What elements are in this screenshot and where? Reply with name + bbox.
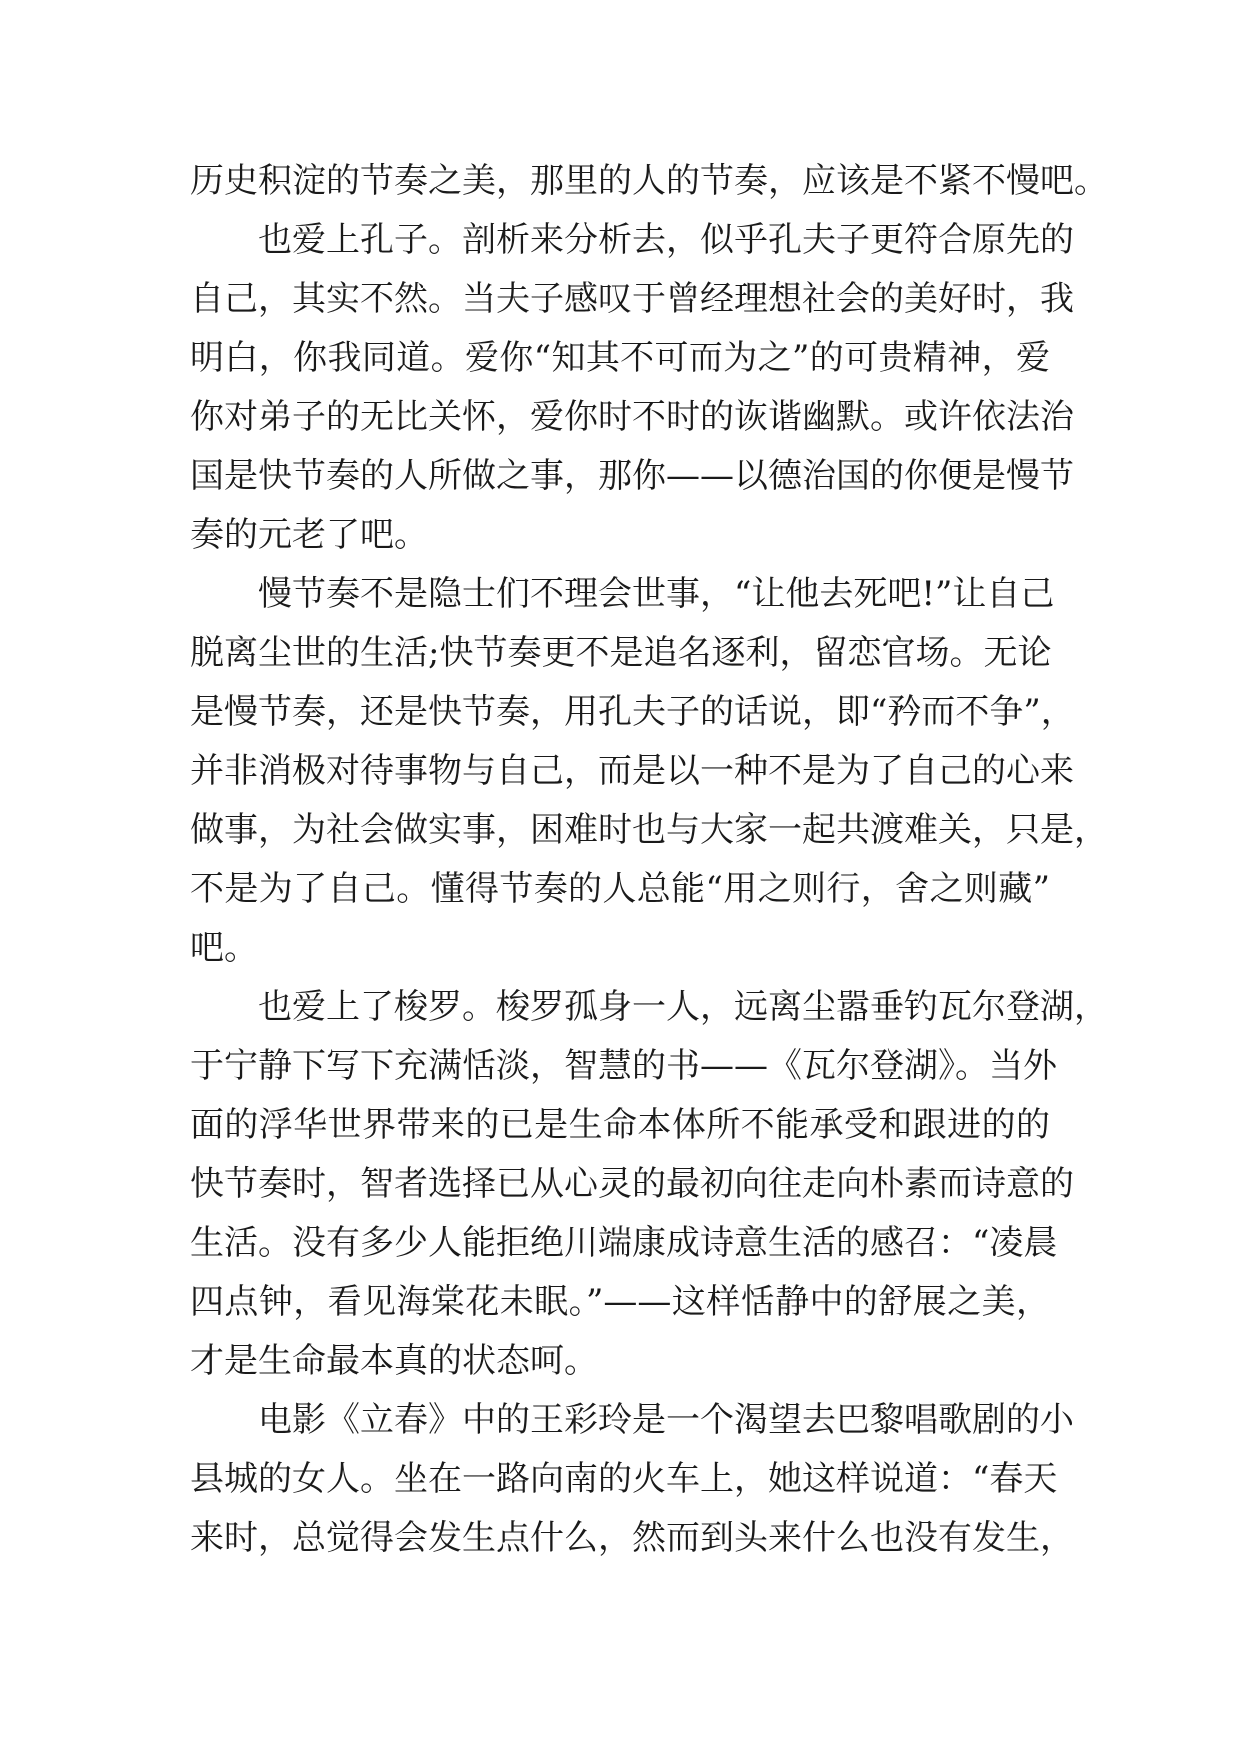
text-line: 四点钟，看见海棠花未眠。”——这样恬静中的舒展之美，: [190, 1282, 1050, 1322]
text-line: 你对弟子的无比关怀，爱你时不时的诙谐幽默。或许依法治: [190, 397, 1074, 437]
text-line: 于宁静下写下充满恬淡，智慧的书——《瓦尔登湖》。当外: [190, 1046, 1057, 1086]
paragraph-end-line: 奏的元老了吧。: [190, 515, 428, 555]
paragraph-end-line: 才是生命最本真的状态呵。: [190, 1341, 598, 1381]
body-text: [190, 152, 1108, 1568]
text-line: 明白，你我同道。爱你“知其不可而为之”的可贵精神，爱: [190, 338, 1050, 378]
text-line: 生活。没有多少人能拒绝川端康成诗意生活的感召：“凌晨: [190, 1223, 1058, 1263]
text-line: 面的浮华世界带来的已是生命本体所不能承受和跟进的的: [190, 1105, 1050, 1145]
paragraph-start-line: 也爱上了梭罗。梭罗孤身一人，远离尘嚣垂钓瓦尔登湖，: [258, 987, 1108, 1027]
paragraph-end-line: 吧。: [190, 928, 258, 968]
text-line: 国是快节奏的人所做之事，那你——以德治国的你便是慢节: [190, 456, 1074, 496]
text-line: 历史积淀的节奏之美，那里的人的节奏，应该是不紧不慢吧。: [190, 161, 1108, 201]
text-line: 快节奏时，智者选择已从心灵的最初向往走向朴素而诗意的: [190, 1164, 1074, 1204]
text-line: 是慢节奏，还是快节奏，用孔夫子的话说，即“矜而不争”，: [190, 692, 1075, 732]
paragraph-start-line: 慢节奏不是隐士们不理会世事，“让他去死吧!”让自己: [258, 574, 1055, 614]
text-line: 县城的女人。坐在一路向南的火车上，她这样说道：“春天: [190, 1459, 1058, 1499]
text-line: 脱离尘世的生活;快节奏更不是追名逐利，留恋官场。无论: [190, 633, 1052, 673]
paragraph-start-line: 电影《立春》中的王彩玲是一个渴望去巴黎唱歌剧的小: [258, 1400, 1074, 1440]
text-line: 自己，其实不然。当夫子感叹于曾经理想社会的美好时，我: [190, 279, 1074, 319]
text-line: 并非消极对待事物与自己，而是以一种不是为了自己的心来: [190, 751, 1074, 791]
text-line: 不是为了自己。懂得节奏的人总能“用之则行，舍之则藏”: [190, 869, 1050, 909]
paragraph-start-line: 也爱上孔子。剖析来分析去，似乎孔夫子更符合原先的: [258, 220, 1074, 260]
text-line: 做事，为社会做实事，困难时也与大家一起共渡难关，只是，: [190, 810, 1108, 850]
text-line: 来时，总觉得会发生点什么，然而到头来什么也没有发生，: [190, 1518, 1074, 1558]
